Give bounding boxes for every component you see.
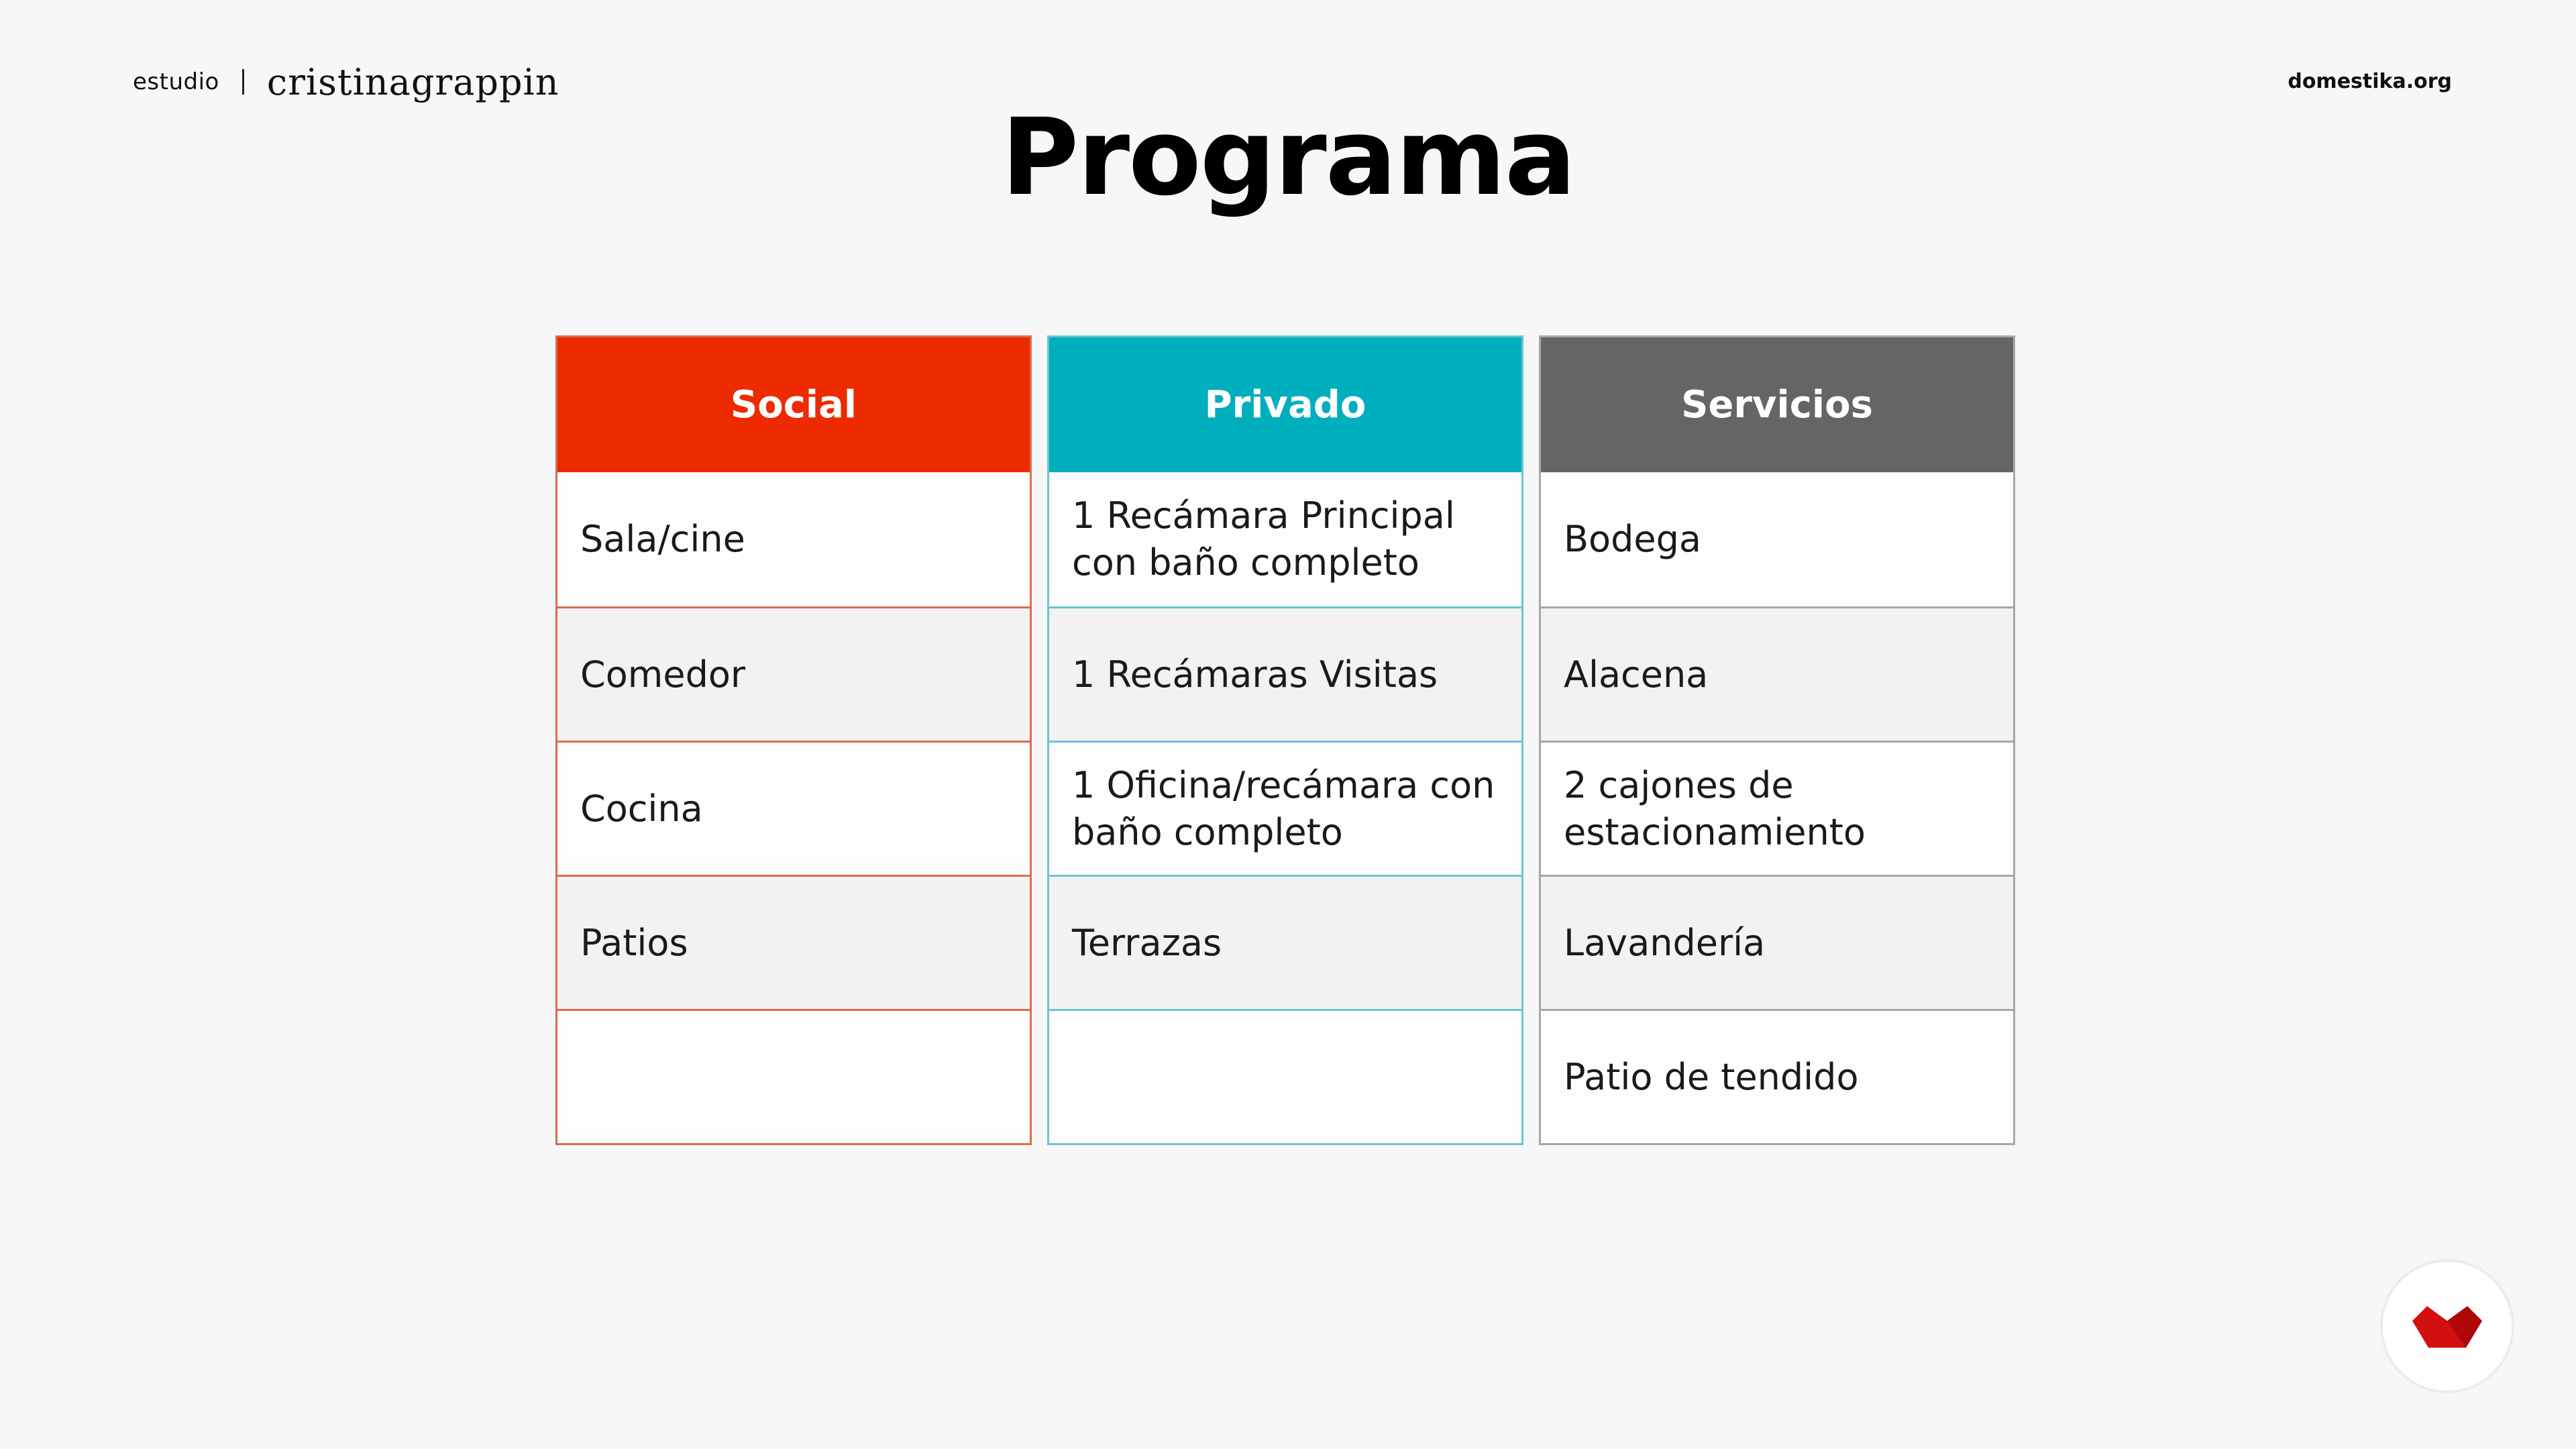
program-table	[555, 335, 2015, 1145]
brand-divider	[242, 69, 244, 95]
domestika-badge[interactable]	[2383, 1262, 2512, 1391]
column-header-servicios: Servicios	[1541, 337, 2013, 472]
brand-name: cristinagrappin	[266, 60, 559, 103]
page-title: Programa	[1001, 96, 1575, 219]
table-cell: Cocina	[557, 741, 1030, 875]
table-cell: 2 cajones de estacionamiento	[1541, 741, 2013, 875]
table-cell: Patio de tendido	[1541, 1009, 2013, 1143]
column-privado	[1047, 335, 1523, 1145]
column-servicios	[1539, 335, 2015, 1145]
table-cell: Lavandería	[1541, 875, 2013, 1009]
table-cell	[1049, 1009, 1521, 1143]
table-cell: Sala/cine	[580, 518, 745, 560]
table-cell: Alacena	[1541, 606, 2013, 741]
table-cell	[557, 1009, 1030, 1143]
table-cell: 1 Recámara Principal con baño completo	[1072, 494, 1455, 584]
table-cell: Comedor	[557, 606, 1030, 741]
table-cell: Bodega	[1564, 518, 1701, 560]
table-cell: Patios	[557, 875, 1030, 1009]
table-cell: 1 Recámaras Visitas	[1049, 606, 1521, 741]
column-header-privado: Privado	[1049, 337, 1521, 472]
domestika-link[interactable]: domestika.org	[2288, 70, 2452, 93]
column-header-social: Social	[557, 337, 1030, 472]
table-cell: Terrazas	[1049, 875, 1521, 1009]
column-social	[555, 335, 1032, 1145]
brand-prefix: estudio	[133, 68, 219, 95]
table-cell: 1 Oficina/recámara con baño completo	[1049, 741, 1521, 875]
domestika-logo-icon	[2412, 1303, 2482, 1349]
